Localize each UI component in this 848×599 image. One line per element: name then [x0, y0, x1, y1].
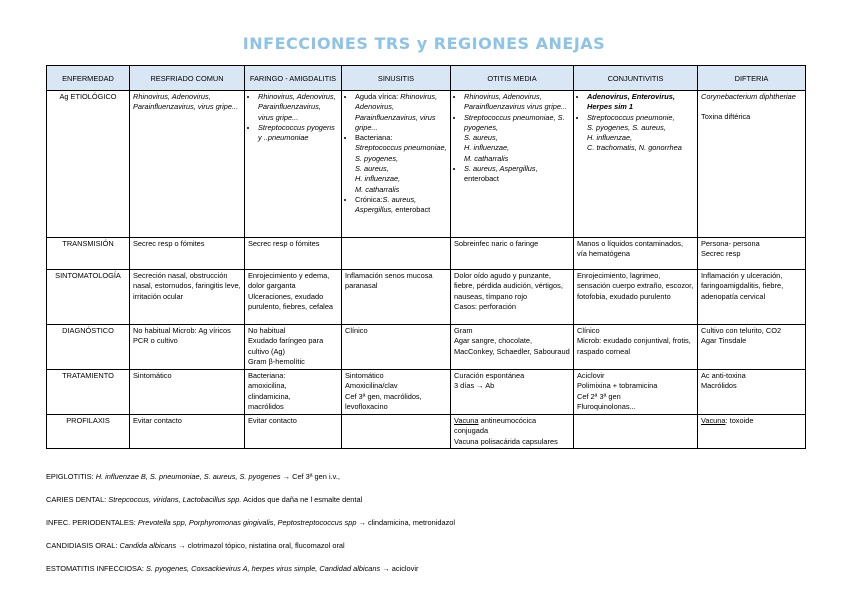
- cell-text: S. aureus, Aspergillus,: [355, 194, 417, 215]
- table-cell: [698, 238, 806, 270]
- table-cell: [451, 325, 574, 370]
- list-item: [355, 133, 447, 195]
- cell-text: 3 días → Ab: [454, 381, 495, 391]
- cell-text: antineumocócica conjugada: [454, 416, 537, 436]
- cell-text: H. influenzae,: [464, 143, 510, 153]
- table-cell: Manos o líquidos contaminados, vía hematógena: [574, 238, 698, 270]
- cell-text: Gram β-hemolític: [248, 356, 305, 366]
- cell-text: H. influenzae,: [587, 133, 633, 143]
- note-treatment: → Cef 3ª gen i.v.,: [282, 472, 340, 481]
- table-cell: Evitar contacto: [130, 415, 245, 449]
- cell-text: M. catharralis: [464, 153, 509, 163]
- list-item: [355, 195, 447, 216]
- note-organisms: S. pyogenes, Coxsackievirus A, herpes virus simple, Candidad albicans: [145, 564, 381, 573]
- cell-text: clindamicina,: [248, 391, 291, 401]
- note-treatment: → clindamicina, metronidazol: [358, 518, 456, 527]
- cell-label: Bacteriana:: [355, 133, 393, 143]
- table-cell: Enrojecimiento, lagrimeo, sensación cuerpo extraño, escozor, fotofobia, exudado purulento: [574, 270, 698, 325]
- cell-text: Persona- persona: [701, 239, 760, 248]
- cell-text: Fluroquinolonas...: [577, 401, 636, 411]
- table-cell: [574, 325, 698, 370]
- cell-text: C. trachomatis, N. gonorrhea: [587, 143, 682, 153]
- infections-table: [46, 65, 806, 449]
- cell-text: Vacuna polisacárida capsulares: [454, 436, 558, 446]
- cell-text: Casos: perforación: [454, 301, 517, 311]
- table-cell: [698, 91, 806, 238]
- list-item: [355, 92, 447, 133]
- table-cell: Sintomático: [130, 370, 245, 415]
- cell-text: Streptococcus pneumonie,: [587, 112, 675, 122]
- note-treatment: Acidos que daña ne l esmalte dental: [243, 495, 363, 504]
- table-cell: Evitar contacto: [245, 415, 342, 449]
- table-cell: Enrojecimiento y edema, dolor garganta Ulceraciones, exudado purulento, fiebres, cefalea: [245, 270, 342, 325]
- table-cell: Secreción nasal, obstrucción nasal, estornudos, faringitis leve, irritación ocular: [130, 270, 245, 325]
- cell-text: Amoxicilina/clav: [345, 381, 398, 391]
- cell-text: enterobact: [464, 174, 499, 184]
- cell-text: [454, 416, 570, 437]
- table-row: [47, 91, 806, 238]
- list-item: • Rhinovirus, Adenovirus, Parainfluenzavirus, virus gripe...: [258, 92, 338, 123]
- table-cell: [451, 370, 574, 415]
- table-row: [47, 238, 806, 270]
- table-cell: [574, 91, 698, 238]
- list-item: • Streptococcus pyogens y ..pneumoniae: [258, 123, 338, 144]
- list-item: • Rhinovirus, Adenovirus, Parainfluenzavirus virus gripe...: [464, 92, 570, 113]
- note-caries: [46, 495, 455, 518]
- table-cell: Inflamación y ulceración, faringoamigdalitis, fiebre, adenopatía cervical: [698, 270, 806, 325]
- vaccine-label: Vacuna: [454, 416, 479, 425]
- page-title: INFECCIONES TRS y REGIONES ANEJAS: [242, 34, 606, 53]
- table-cell: Rhinovirus, Adenovirus, Parainfluenzavirus, virus gripe...: [130, 91, 245, 238]
- note-label: ESTOMATITIS INFECCIOSA:: [46, 564, 144, 573]
- cell-text: PCR o cultivo: [133, 336, 178, 346]
- table-cell: [342, 238, 451, 270]
- table-row: [47, 325, 806, 370]
- cell-text: Ac anti-toxina: [701, 371, 746, 380]
- table-row: [47, 370, 806, 415]
- note-estomatitis: [46, 564, 455, 587]
- table-cell: Inflamación senos mucosa paranasal: [342, 270, 451, 325]
- cell-text: Agar Tinsdale: [701, 336, 747, 346]
- cell-text: levofloxacino: [345, 401, 388, 411]
- table-cell: Sobreinfec naric o faringe: [451, 238, 574, 270]
- cell-text: Streptococcus pneumoniae,: [355, 143, 447, 153]
- cell-text: Cef 2ª 3ª gen: [577, 391, 621, 401]
- table-row: [47, 415, 806, 449]
- table-cell: [342, 415, 451, 449]
- cell-text: : toxoide: [725, 416, 754, 425]
- cell-text: amoxicilina,: [248, 381, 287, 391]
- cell-text: Toxina diftérica: [701, 112, 751, 122]
- cell-text: No habitual Microb: Ag víricos: [133, 326, 231, 335]
- note-label: INFEC. PERIODENTALES:: [46, 518, 136, 527]
- note-organisms: Prevotella spp, Porphyromonas gingivalis, Peptostreptococcus spp: [137, 518, 357, 527]
- cell-text: S. pyogenes,: [355, 153, 399, 163]
- cell-text: Clínico: [577, 326, 600, 335]
- row-header: SINTOMATOLOGÍA: [47, 270, 130, 325]
- note-epiglotitis: [46, 472, 455, 495]
- row-header: DIAGNÓSTICO: [47, 325, 130, 370]
- cell-text: Curación espontánea: [454, 371, 525, 380]
- note-organisms: Candida albicans: [119, 541, 177, 550]
- cell-text: macrólidos: [248, 401, 284, 411]
- table-cell: [574, 370, 698, 415]
- table-cell: [342, 370, 451, 415]
- cell-label: Aguda vírica:: [355, 92, 399, 101]
- column-header: RESFRIADO COMUN: [130, 66, 245, 91]
- cell-text: Secrec resp: [701, 249, 741, 259]
- note-label: EPIGLOTITIS:: [46, 472, 94, 481]
- table-cell: [698, 325, 806, 370]
- table-cell: Secrec resp o fómites: [130, 238, 245, 270]
- table-cell: [698, 415, 806, 449]
- cell-text: S. aureus,: [464, 133, 498, 143]
- cell-text: Cultivo con telurito, CO2: [701, 326, 782, 335]
- cell-text: Microb: exudado conjuntival, frotis, raspado corneal: [577, 336, 691, 356]
- cell-text: S. pyogenes, S. aureus,: [587, 122, 666, 132]
- notes-section: [46, 472, 455, 587]
- cell-text: Aciclovir: [577, 371, 605, 380]
- table-cell: [245, 91, 342, 238]
- list-item: [464, 113, 570, 164]
- cell-text: Corynebacterium diphtheriae: [701, 92, 796, 101]
- cell-text: Sintomático: [345, 371, 384, 380]
- cell-text: S. aureus,: [355, 164, 389, 174]
- cell-text: Macrólidos: [701, 381, 737, 391]
- cell-text: No habitual: [248, 326, 286, 335]
- column-header: SINUSITIS: [342, 66, 451, 91]
- note-label: CANDIDIASIS ORAL:: [46, 541, 118, 550]
- note-organisms: Strepcoccus, viridans, Lactobacillus spp.: [108, 495, 242, 504]
- column-header: CONJUNTIVITIS: [574, 66, 698, 91]
- row-header: TRATAMIENTO: [47, 370, 130, 415]
- list-item: • Adenovirus, Enterovirus, Herpes sim 1: [587, 92, 694, 113]
- table-cell: Clínico: [342, 325, 451, 370]
- cell-text: Polimixina + tobramicina: [577, 381, 658, 391]
- cell-text: Agar sangre, chocolate, MacConkey, Schaedler, Sabouraud: [454, 336, 570, 356]
- list-item: [587, 113, 694, 154]
- cell-text: Bacteriana:: [248, 371, 286, 380]
- table-cell: [245, 370, 342, 415]
- table-cell: [574, 415, 698, 449]
- cell-text: Streptococcus pneumoniae, S. pyogenes,: [464, 112, 565, 132]
- note-candidiasis: [46, 541, 455, 564]
- note-treatment: → clotrimazol tópico, nistatina oral, flucomazol oral: [178, 541, 345, 550]
- cell-text: Gram: [454, 326, 473, 335]
- table-row: [47, 270, 806, 325]
- list-item: [464, 164, 570, 185]
- note-organisms: H. influenzae B, S. pneumoniae, S. aureus, S. pyogenes: [95, 472, 281, 481]
- table-cell: [698, 370, 806, 415]
- cell-text: Rhinovirus, Adenovirus, Parainfluenzavirus, virus gripe...: [355, 92, 438, 132]
- row-header: Ag ETIOLÓGICO: [47, 91, 130, 238]
- table-cell: [245, 325, 342, 370]
- cell-text: M. catharralis: [355, 184, 400, 194]
- table-cell: Secrec resp o fómites: [245, 238, 342, 270]
- row-header: TRANSMISIÓN: [47, 238, 130, 270]
- cell-text: Exudado faríngeo para cultivo (Ag): [248, 336, 324, 356]
- column-header: ENFERMEDAD: [47, 66, 130, 91]
- cell-text: enterobact: [395, 205, 431, 215]
- table-cell: [451, 415, 574, 449]
- table-cell: [130, 325, 245, 370]
- note-periodentales: [46, 518, 455, 541]
- column-header: FARINGO - AMIGDALITIS: [245, 66, 342, 91]
- cell-label: Crónica:: [355, 194, 383, 204]
- row-header: PROFILAXIS: [47, 415, 130, 449]
- note-label: CARIES DENTAL:: [46, 495, 107, 504]
- cell-text: S. aureus, Aspergillus,: [464, 164, 538, 174]
- column-header: OTITIS MEDIA: [451, 66, 574, 91]
- cell-text: Dolor oído agudo y punzante, fiebre, pérdida audición, vértigos, nauseas, tímpano rojo: [454, 271, 563, 301]
- cell-text: H. influenzae,: [355, 174, 401, 184]
- table-header-row: [47, 66, 806, 91]
- column-header: DIFTERIA: [698, 66, 806, 91]
- table-cell: [342, 91, 451, 238]
- table-cell: [451, 91, 574, 238]
- cell-text: Cef 3ª gen, macrólidos,: [345, 391, 422, 401]
- note-treatment: → aciclovir: [382, 564, 419, 573]
- vaccine-label: Vacuna: [701, 416, 726, 425]
- table-cell: [451, 270, 574, 325]
